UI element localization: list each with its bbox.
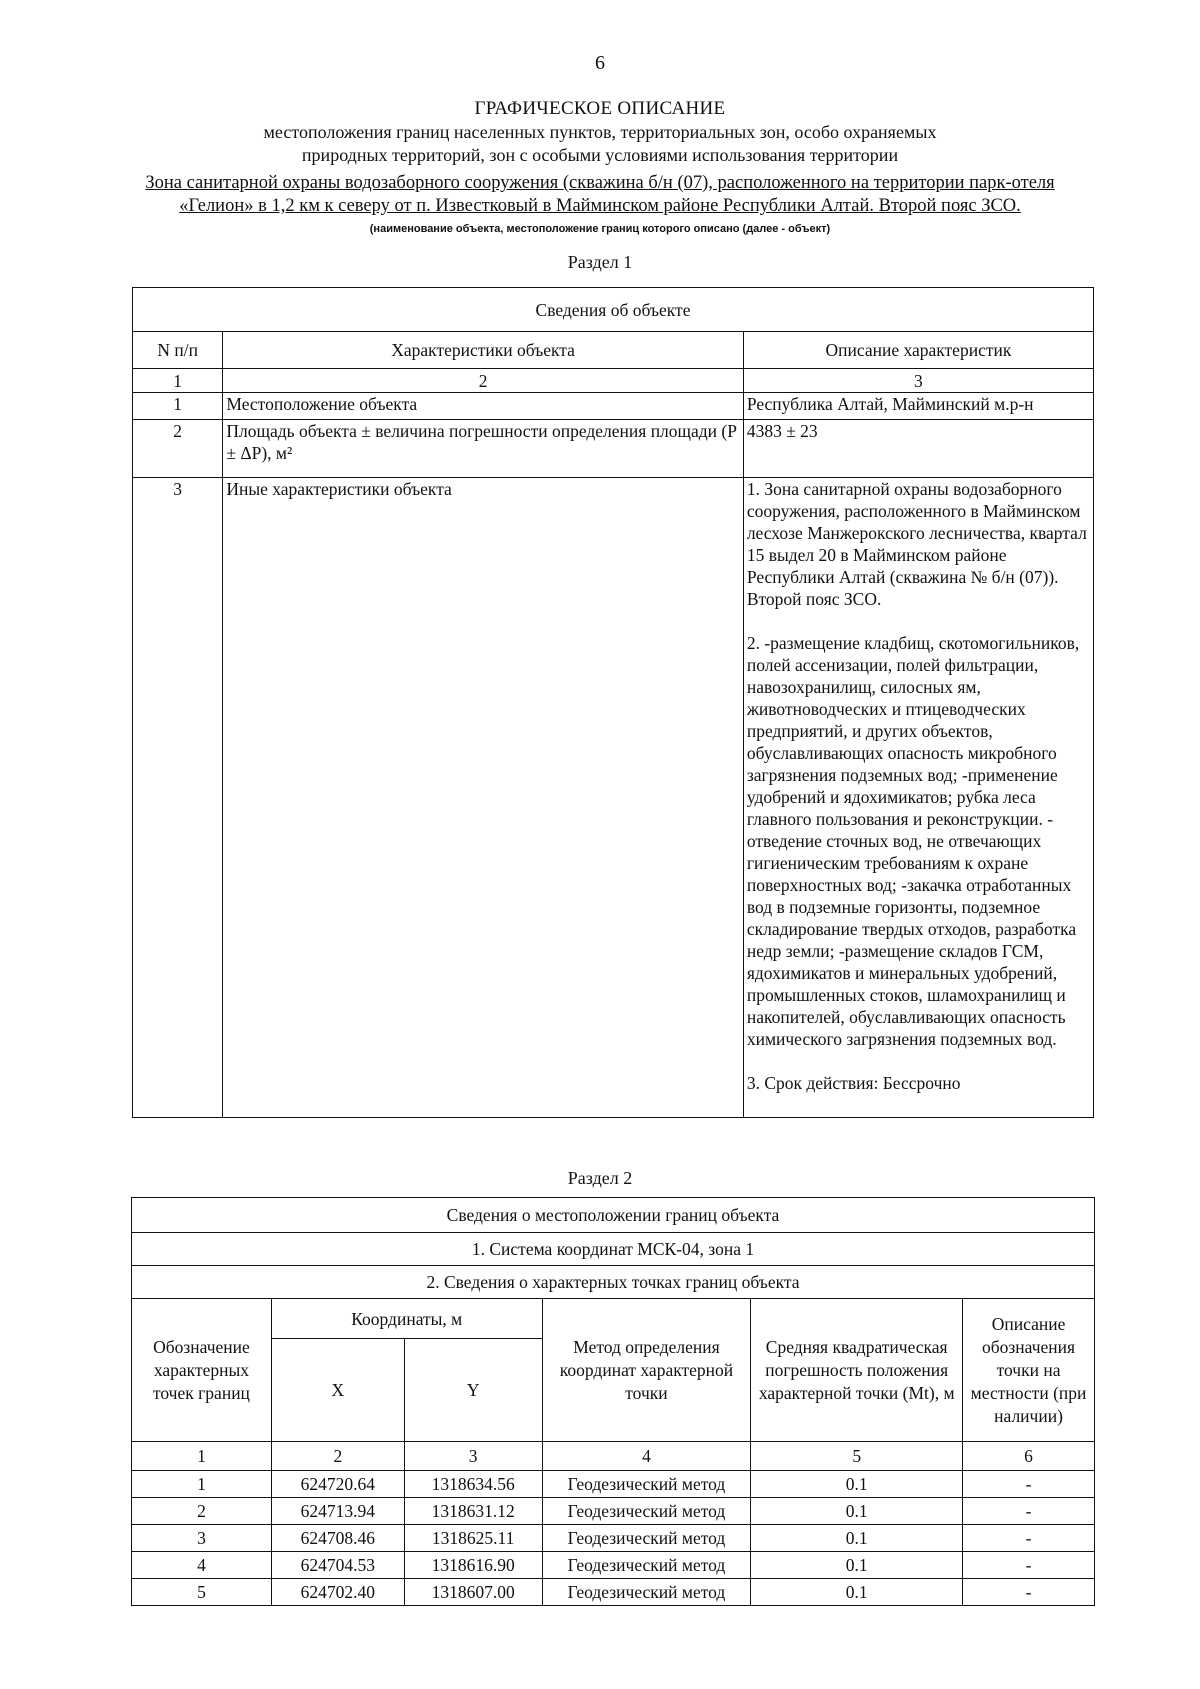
point-method: Геодезический метод [542, 1471, 751, 1498]
row-characteristic: Площадь объекта ± величина погрешности определения площади (P ± ΔP), м² [223, 420, 743, 478]
points-info-title: 2. Сведения о характерных точках границ объекта [132, 1266, 1095, 1299]
point-id: 2 [132, 1498, 272, 1525]
table-row [132, 1579, 1095, 1606]
table-row [132, 1525, 1095, 1552]
table-row [132, 1552, 1095, 1579]
row-number: 2 [133, 420, 223, 478]
point-description: - [963, 1579, 1095, 1606]
column-number-cell: 5 [751, 1442, 963, 1471]
boundary-table-title: Сведения о местоположении границ объекта [132, 1198, 1095, 1233]
subtitle-line-2: природных территорий, зон с особыми условиями использования территории [301, 145, 899, 165]
point-x: 624702.40 [271, 1579, 404, 1606]
column-header-characteristic: Характеристики объекта [223, 332, 743, 369]
point-id: 1 [132, 1471, 272, 1498]
coordinate-system: 1. Система координат МСК-04, зона 1 [132, 1233, 1095, 1266]
boundary-points-table [131, 1197, 1095, 1606]
point-x: 624720.64 [271, 1471, 404, 1498]
point-y: 1318616.90 [404, 1552, 542, 1579]
row-characteristic: Местоположение объекта [223, 393, 743, 420]
header-accuracy: Средняя квадратическая погрешность положения характерной точки (Mt), м [751, 1299, 963, 1442]
header-method: Метод определения координат характерной точки [542, 1299, 751, 1442]
point-method: Геодезический метод [542, 1525, 751, 1552]
column-number-cell: 2 [223, 369, 743, 393]
table-row [133, 393, 1094, 420]
section-2-heading: Раздел 2 [567, 1168, 633, 1188]
point-mt: 0.1 [751, 1525, 963, 1552]
value-paragraph-1: 1. Зона санитарной охраны водозаборного сооружения, расположенного в Майминском лесхозе Манжерокского лесничества, квартал 15 выдел 20 в Майминском районе Республики Алтай (скважина № б/н (07)). Второй пояс ЗСО. [746, 479, 1087, 609]
page-number: 6 [595, 52, 605, 74]
column-number-cell: 1 [132, 1442, 272, 1471]
row-value: Республика Алтай, Майминский м.р-н [743, 393, 1093, 420]
header-y: Y [404, 1339, 542, 1442]
table-row [133, 420, 1094, 478]
point-mt: 0.1 [751, 1498, 963, 1525]
point-y: 1318631.12 [404, 1498, 542, 1525]
row-characteristic: Иные характеристики объекта [223, 478, 743, 1118]
point-x: 624708.46 [271, 1525, 404, 1552]
column-header-number: N п/п [133, 332, 223, 369]
point-x: 624713.94 [271, 1498, 404, 1525]
header-description: Описание обозначения точки на местности (при наличии) [963, 1299, 1095, 1442]
object-name-line-2: «Гелион» в 1,2 км к северу от п. Известковый в Майминском районе Республики Алтай. Второй пояс ЗСО. [179, 196, 1021, 216]
column-number-cell: 1 [133, 369, 223, 393]
column-number-cell: 4 [542, 1442, 751, 1471]
point-y: 1318625.11 [404, 1525, 542, 1552]
header-coordinates: Координаты, м [271, 1299, 542, 1339]
value-paragraph-2: 2. -размещение кладбищ, скотомогильников, полей ассенизации, полей фильтрации, навозохранилищ, силосных ям, животноводческих и птицеводческих предприятий, и других объектов, обуславливающих опасность микробного загрязнения подземных вод; -применение удобрений и ядохимикатов; рубка леса главного пользования и реконструкции. - отведение сточных вод, не отвечающих гигиеническим требованиям к охране поверхностных вод; -закачка отработанных вод в подземные горизонты, подземное складирование твердых отходов, разработка недр земли; -размещение складов ГСМ, ядохимикатов и минеральных удобрений, промышленных стоков, шламохранилищ и накопителей, обуславливающих опасность химического загрязнения подземных вод. [746, 633, 1080, 1049]
row-number: 3 [133, 478, 223, 1118]
object-note: (наименование объекта, местоположение границ которого описано (далее - объект) [369, 223, 831, 235]
point-id: 3 [132, 1525, 272, 1552]
section-1-heading: Раздел 1 [567, 252, 633, 272]
point-method: Геодезический метод [542, 1498, 751, 1525]
row-number: 1 [133, 393, 223, 420]
row-value [743, 478, 1093, 1118]
point-id: 5 [132, 1579, 272, 1606]
column-number-cell: 3 [743, 369, 1093, 393]
column-header-description: Описание характеристик [743, 332, 1093, 369]
value-paragraph-3: 3. Срок действия: Бессрочно [746, 1073, 961, 1093]
header-x: X [271, 1339, 404, 1442]
table-row [133, 478, 1094, 1118]
object-info-table [132, 287, 1094, 1118]
point-mt: 0.1 [751, 1471, 963, 1498]
object-info-table-title: Сведения об объекте [133, 288, 1094, 332]
column-number-cell: 3 [404, 1442, 542, 1471]
document-title: ГРАФИЧЕСКОЕ ОПИСАНИЕ [474, 98, 726, 119]
table-row [132, 1498, 1095, 1525]
subtitle-line-1: местоположения границ населенных пунктов, территориальных зон, особо охраняемых [263, 122, 937, 142]
point-y: 1318607.00 [404, 1579, 542, 1606]
column-number-cell: 6 [963, 1442, 1095, 1471]
point-x: 624704.53 [271, 1552, 404, 1579]
point-mt: 0.1 [751, 1552, 963, 1579]
header-point-designation: Обозначение характерных точек границ [132, 1299, 272, 1442]
point-mt: 0.1 [751, 1579, 963, 1606]
table-row [132, 1471, 1095, 1498]
point-description: - [963, 1552, 1095, 1579]
point-method: Геодезический метод [542, 1552, 751, 1579]
point-description: - [963, 1525, 1095, 1552]
column-number-cell: 2 [271, 1442, 404, 1471]
point-description: - [963, 1471, 1095, 1498]
point-y: 1318634.56 [404, 1471, 542, 1498]
row-value: 4383 ± 23 [743, 420, 1093, 478]
point-id: 4 [132, 1552, 272, 1579]
object-name-line-1: Зона санитарной охраны водозаборного сооружения (скважина б/н (07), расположенного на территории парк-отеля [145, 173, 1055, 193]
point-description: - [963, 1498, 1095, 1525]
point-method: Геодезический метод [542, 1579, 751, 1606]
